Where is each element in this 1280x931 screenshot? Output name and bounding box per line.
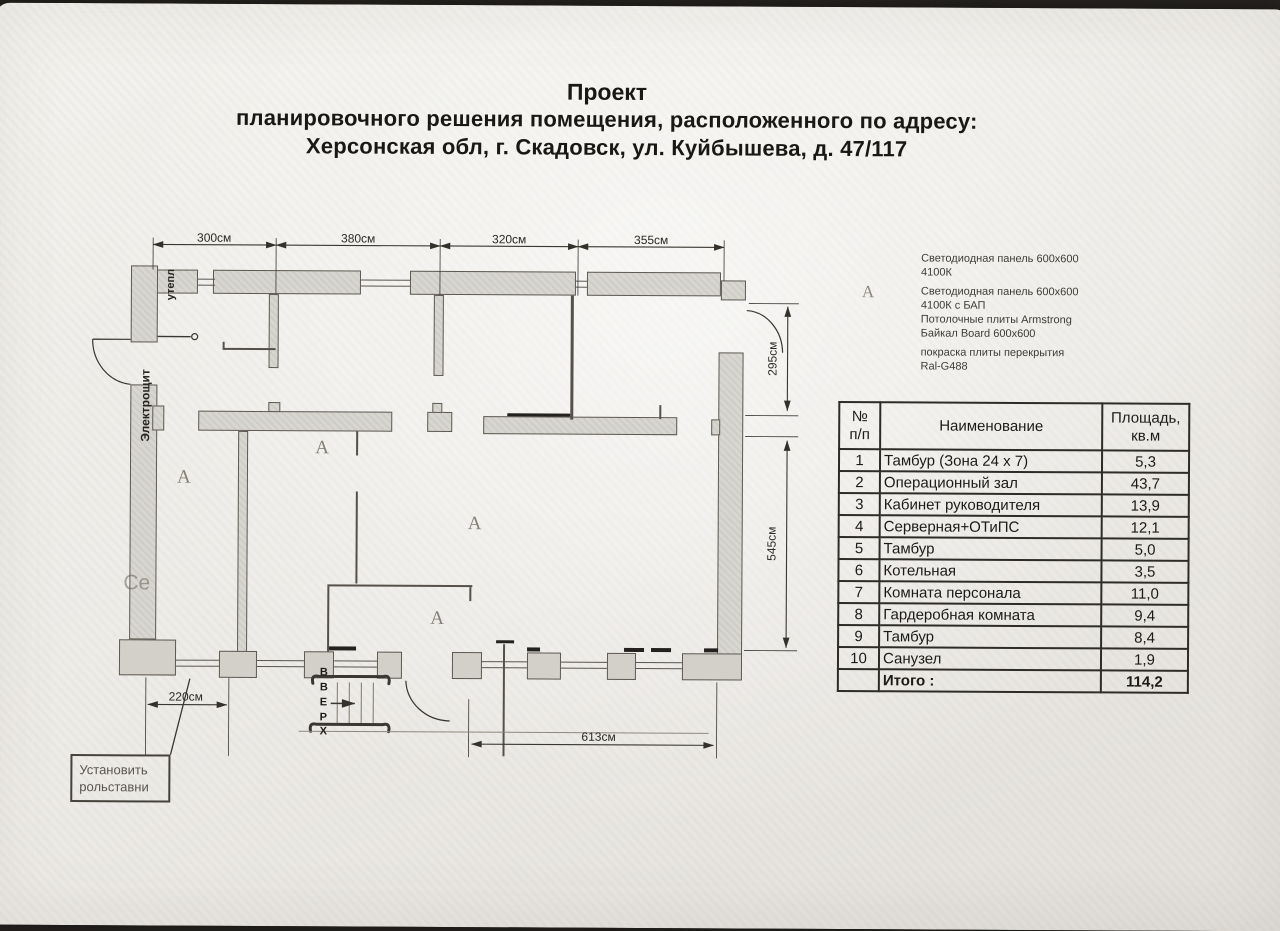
led-panel-mark: А [177,467,191,489]
roller-shutter-mark [651,648,671,652]
thin-partition [659,405,661,419]
legend-item [921,252,1151,280]
counter-partition [327,584,472,587]
legend-item-line: 4100К [921,266,1151,281]
dimension-line [786,441,787,648]
door-arc [92,339,130,384]
table-row [838,625,1188,649]
cell-name: Тамбур [880,537,1102,560]
window [361,280,410,287]
stair-step [349,682,350,723]
pillar [452,652,482,679]
cell-area: 5,0 [1102,538,1189,560]
led-panel-mark: А [468,513,482,535]
header-num-line2: п/п [849,426,870,443]
total-label: Итого : [879,669,1101,692]
pillar [377,652,402,679]
cell-num: 8 [838,603,879,625]
window [198,279,215,286]
interior-partition [269,294,279,368]
cell-num: 6 [838,559,879,581]
thin-partition [224,348,276,350]
legend-item [921,285,1151,313]
header-area-line2: кв.м [1131,427,1160,444]
interior-wall-stub [152,405,164,430]
led-panel-mark: А [315,437,329,459]
dimension-label-300: 300см [197,231,231,245]
header-area [1102,403,1189,450]
outer-wall-right-segment [717,352,744,680]
cell-area: 8,4 [1101,626,1188,648]
room-area-table [837,401,1191,694]
storefront-window [257,660,304,667]
stairs-up-letter: В [320,666,328,678]
legend-item-line: покраска плиты перекрытия [921,346,1151,361]
stairs-up-letter: Е [320,696,327,708]
storefront-window [334,660,377,667]
table-row [838,603,1188,627]
legend-item-line: Светодиодная панель 600x600 [921,285,1151,300]
cell-num: 1 [839,449,880,471]
table-row [838,581,1188,605]
cell-name: Тамбур [879,625,1101,648]
electrical-panel-label: Электрощит [138,369,152,441]
thin-partition [570,296,574,420]
title-line-3: Херсонская обл, г. Скадовск, ул. Куйбышева, д. 47/117 [132,131,1082,164]
roller-shutter-mark [624,648,644,652]
cell-num: 10 [838,647,879,669]
cell-name: Гардеробная комната [879,603,1101,626]
cell-name: Тамбур (Зона 24 х 7) [880,449,1102,472]
counter-partition [469,587,471,601]
table-row [839,449,1189,473]
cell-area: 1,9 [1101,648,1188,670]
dimension-label-295: 295см [765,342,779,376]
pillar [607,653,636,680]
insulation-label: утепл [165,269,177,300]
legend-item [921,313,1151,341]
legend-item-line: 4100К с БАП [921,299,1151,314]
roller-shutter-mark [527,647,540,651]
extension-line [468,681,716,758]
stairs-up-letter: Р [320,711,327,723]
table-row [838,647,1188,671]
cell-area: 12,1 [1102,516,1189,538]
roller-shutter-mark [496,640,514,643]
cell-num: 2 [839,471,880,493]
bleed-through-text: Се [123,571,150,595]
dimension-label-545: 545см [765,527,779,561]
interior-wall-stub [711,419,720,435]
interior-wall-bump [432,403,442,413]
table-row [839,515,1189,539]
pillar [527,652,561,679]
interior-wall-block [427,412,452,432]
stair-step [337,682,338,723]
table-row [839,493,1189,517]
dimension-label-613: 613см [581,730,615,744]
cell-num: 4 [839,515,880,537]
scanned-page [0,3,1280,931]
cell-name: Серверная+ОТиПС [880,515,1102,538]
storefront-window [482,661,527,668]
roller-shutter-mark [329,646,356,650]
header-num-line1: № [852,408,868,425]
cell-num: 7 [838,581,879,603]
total-value: 114,2 [1101,670,1188,692]
cell-name: Кабинет руководителя [880,493,1102,516]
cell-num: 9 [838,625,879,647]
outer-wall-left-segment [131,265,158,342]
outer-wall-top-segment [410,271,576,296]
table-header-row [839,402,1189,451]
cell-area: 11,0 [1101,582,1188,604]
stairs-up-letter: Х [320,725,327,737]
thin-partition [223,342,225,350]
pillar [682,653,742,680]
roller-shutter-mark [704,648,718,652]
dimension-label-320: 320см [492,232,526,246]
interior-partition [433,295,443,376]
legend-item-line: Потолочные плиты Armstrong [921,313,1151,328]
legend-item-line: Ral-G488 [920,360,1150,375]
legend-item-line: Светодиодная панель 600x600 [921,252,1151,267]
storefront-window [176,660,219,667]
interior-partition [237,431,248,653]
interior-wall [198,411,392,432]
dimension-label-355: 355см [634,233,668,247]
stair-step [373,683,374,724]
stair-step [361,683,362,724]
thin-partition [355,492,357,584]
dimension-label-380: 380см [341,231,375,245]
door-leaf-knob [192,334,198,340]
cell-area: 3,5 [1101,560,1188,582]
door-arc [406,681,450,721]
window [576,281,587,288]
dimension-label-220: 220см [169,690,203,704]
table-row [839,537,1189,561]
cell-num-empty [838,669,879,691]
legend-item-line: Байкал Board 600x600 [921,327,1151,342]
storefront-window [636,662,682,669]
led-panel-mark: А [862,282,874,302]
outer-wall-top-segment [587,272,721,297]
counter-partition [327,586,329,653]
title-line-1: Проект [132,75,1082,108]
header-area-line1: Площадь, [1111,409,1181,426]
legend-item [920,346,1150,374]
interior-wall-bump [268,402,280,412]
title-line-2: планировочного решения помещения, расположенного по адресу: [132,103,1082,136]
cell-name: Котельная [879,559,1101,582]
cell-area: 13,9 [1102,494,1189,516]
thin-partition [356,432,358,456]
cell-name: Комната персонала [879,581,1101,604]
storefront-window [561,662,607,669]
table-row [839,471,1189,495]
pillar [219,651,257,678]
header-num [839,402,880,449]
note-line-1: Установить [79,761,168,778]
table-row [838,559,1188,583]
header-name: Наименование [880,402,1102,450]
cell-area: 43,7 [1102,472,1189,494]
stairs-up-letter: В [320,681,328,693]
led-panel-mark: А [430,608,444,630]
table-total-row [838,669,1188,693]
cell-num: 3 [839,493,880,515]
counter-line [507,413,570,416]
cell-name: Санузел [879,647,1101,670]
corner-pillar [119,639,176,675]
interior-wall [483,416,677,435]
dimension-line [472,744,714,745]
dimension-line [787,307,788,411]
note-line-2: рольставни [79,778,168,795]
roller-shutter-note [70,754,170,803]
cell-name: Операционный зал [880,471,1102,494]
cell-area: 5,3 [1102,450,1189,472]
cell-area: 9,4 [1101,604,1188,626]
outer-wall-right-segment [721,280,746,300]
cell-num: 5 [839,537,880,559]
outer-wall-top-segment [213,270,361,295]
